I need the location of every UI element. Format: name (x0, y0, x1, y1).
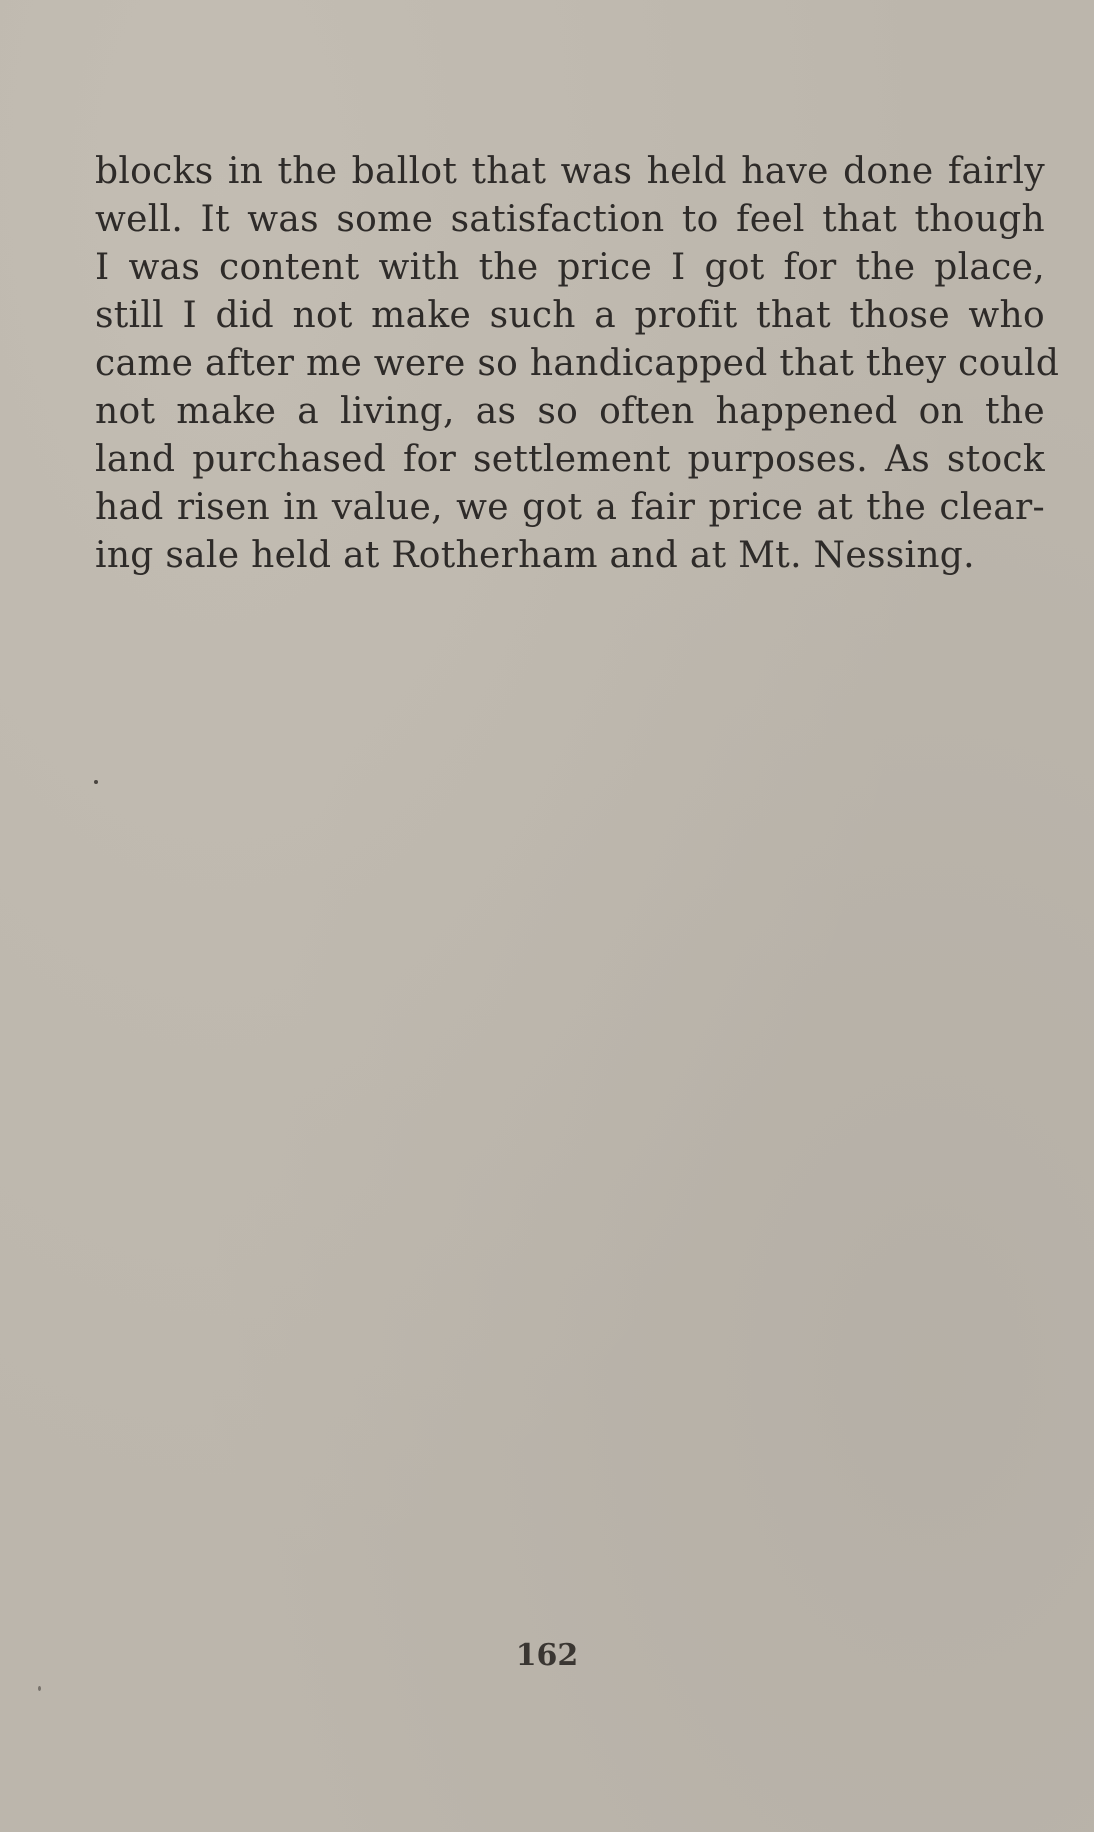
text-line: well. It was some satisfaction to feel that though (95, 199, 1045, 240)
text-line: land purchased for settlement purposes. As stock (95, 439, 1045, 480)
page-number: 162 (515, 1638, 579, 1673)
text-line: had risen in value, we got a fair price at the clear- (95, 487, 1045, 528)
text-line: not make a living, as so often happened on the (95, 391, 1045, 432)
text-line: still I did not make such a profit that those who (95, 295, 1045, 336)
paper-speck (94, 780, 98, 784)
text-line: blocks in the ballot that was held have done fairly (95, 151, 1045, 192)
paper-speck (38, 1686, 41, 1691)
text-line-last: ing sale held at Rotherham and at Mt. Nessing. (95, 535, 975, 576)
text-line: I was content with the price I got for the place, (95, 247, 1045, 288)
body-paragraph (95, 148, 1060, 580)
text-line: came after me were so handicapped that they could (95, 343, 1060, 384)
